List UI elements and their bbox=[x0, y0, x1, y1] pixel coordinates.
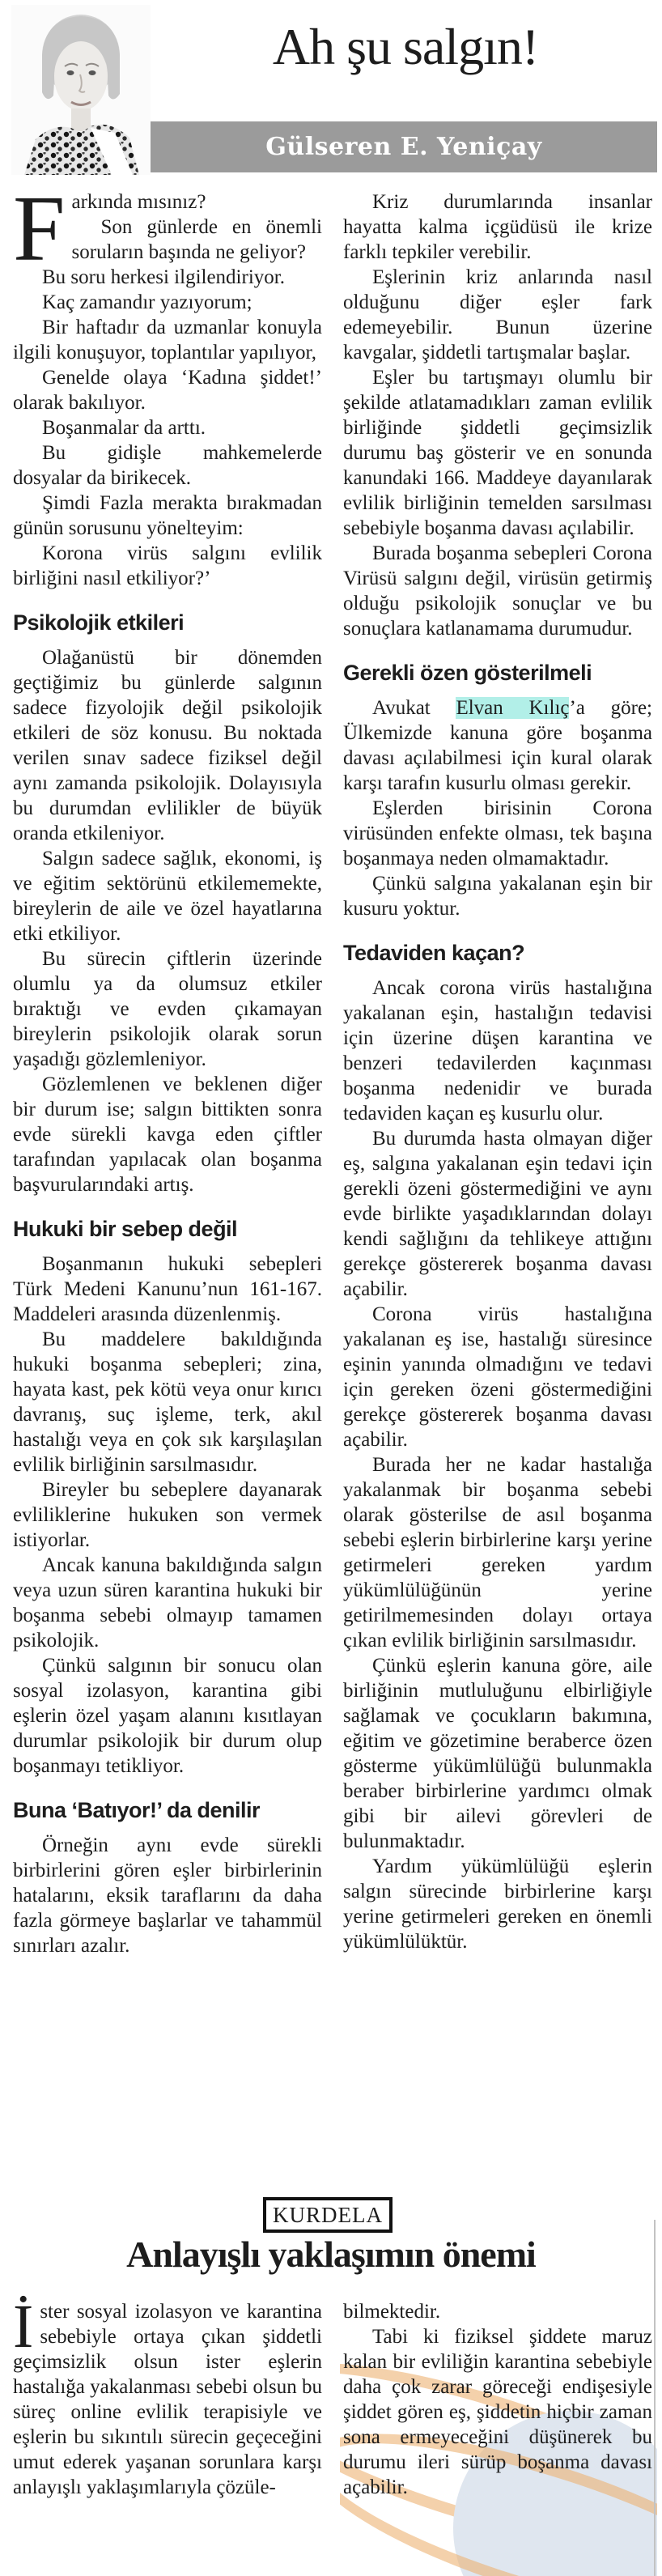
paragraph: Genelde olaya ‘Kadına şiddet!’ olarak bakılıyor. bbox=[13, 367, 322, 414]
paragraph: Şimdi Fazla merakta bırakmadan günün sorusunu yönelteyim: bbox=[13, 492, 322, 539]
paragraph: Ancak kanuna bakıldığında salgın veya uzun süren karantina hukuki bir boşanma sebebi olmayıp tamamen psikolojik. bbox=[13, 1554, 322, 1651]
drop-cap: F bbox=[13, 177, 66, 281]
paragraph: Bir haftadır da uzmanlar konuyla ilgili konuşuyor, toplantılar yapılıyor, bbox=[13, 317, 322, 363]
paragraph: Çünkü salgına yakalanan eşin bir kusuru yoktur. bbox=[343, 873, 652, 920]
author-portrait-illustration bbox=[11, 5, 151, 175]
subheading: Tedaviden kaçan? bbox=[343, 941, 525, 965]
paragraph: Eşlerinin kriz anlarında nasıl olduğunu diğer eşler fark edemeyebilir. Bunun üzerine kavgalar, şiddetli tartışmalar başlar. bbox=[343, 266, 652, 363]
paragraph: Burada her ne kadar hastalığa yakalanmak bir boşanma sebebi olarak gösterilse de asıl boşanma sebebi eşlerin birbirlerine karşı yerine getirmeleri gereken yardım yükümlülüğünün yerine getirilmemesinden dolayı ortaya çıkan evlilik birliğinin sarsılmasıdır. bbox=[343, 1454, 652, 1651]
paragraph: Ancak corona virüs hastalığına yakalanan eşin, hastalığın tedavisi için üzerine düşen karantina ve benzeri tedavilerden kaçınması boşanma nedenidir ve burada tedaviden kaçan eş kusurlu olur. bbox=[343, 977, 652, 1124]
subheading: Gerekli özen gösterilmeli bbox=[343, 661, 592, 685]
paragraph: Tabi ki fiziksel şiddete maruz kalan bir evliliğin karantina sebebiyle daha çok zarar göreceği endişesiyle şiddet gören eş, şiddetin hiçbir zaman sona ermeyeceğini düşünerek bu durumu ileri sürüp boşanma davası açabilir. bbox=[343, 2326, 652, 2498]
paragraph: Bu gidişle mahkemelerde dosyalar da birikecek. bbox=[13, 442, 322, 489]
paragraph: Salgın sadece sağlık, ekonomi, iş ve eğitim sektörünü etkilememekte, bireylerin de aile ve özel hayatlarına etki etkiliyor. bbox=[13, 848, 322, 945]
subheading: Buna ‘Batıyor!’ da denilir bbox=[13, 1798, 261, 1822]
paragraph: Boşanmanın hukuki sebepleri Türk Medeni Kanunu’nun 161-167. Maddeleri arasında düzenlenmiş. bbox=[13, 1253, 322, 1325]
paragraph: Gözlemlenen ve beklenen diğer bir durum ise; salgın bittikten sonra evde sürekli kavga eden çiftler tarafından yapılacak olan boşanma başvurularındaki artış. bbox=[13, 1073, 322, 1196]
paragraph: Çünkü eşlerin kanuna göre, aile birliğinin mutluluğunu elbirliğiyle sağlamak ve çocukların bakımına, eğitim ve gözetimine beraberce özen gösterme yükümlülüğü bulunmakla beraber birbirlerine yardımcı olmak gibi bir ailevi görevleri de bulunmaktadır. bbox=[343, 1655, 652, 1852]
paragraph: Burada boşanma sebepleri Corona Virüsü salgını değil, virüsün getirmiş olduğu psikolojik sonuçlar ve bu sonuçlara katlanamama durumudur. bbox=[343, 542, 652, 640]
highlighted-name: Elvan Kılıç bbox=[456, 697, 570, 719]
column-2 bbox=[343, 189, 652, 1954]
kicker-label: KURDELA bbox=[273, 2202, 383, 2227]
subheading: Psikolojik etkileri bbox=[13, 610, 185, 635]
paragraph: Farkında mısınız? bbox=[13, 177, 206, 281]
paragraph: Boşanmalar da arttı. bbox=[42, 417, 206, 439]
paragraph: Eşler bu tartışmayı olumlu bir şekilde atlatamadıkları zaman evlilik birliğinde şiddetli geçimsizlik durumu baş gösterir ve en sonunda kanundaki 166. Maddeye dayanılarak evlilik birliğinin temelden sarsılması sebebiyle boşanma davası açılabilir. bbox=[343, 367, 652, 539]
paragraph: Örneğin aynı evde sürekli birbirlerini gören eşler birbirlerinin hatalarını, eksik taraflarını da daha fazla görmeye başlarlar ve tahammül sınırları azalır. bbox=[13, 1834, 322, 1957]
drop-cap: İ bbox=[13, 2293, 34, 2361]
byline-bar bbox=[151, 121, 657, 172]
bottom-column-2 bbox=[343, 2299, 652, 2500]
paragraph: Yardım yükümlülüğü eşlerin salgın sürecinde birbirlerine karşı yerine getirmeleri gereken en önemli yükümlülüktür. bbox=[343, 1855, 652, 1953]
paragraph: Son günlerde en önemli soruların başında ne geliyor? bbox=[71, 216, 322, 263]
column-rule bbox=[654, 2220, 656, 2576]
kicker-box bbox=[263, 2197, 393, 2233]
author-photo bbox=[11, 5, 151, 175]
paragraph: Korona virüs salgını evlilik birliğini nasıl etkiliyor?’ bbox=[13, 542, 322, 589]
paragraph: Olağanüstü bir dönemden geçtiğimiz bu günlerde salgının sadece fizyolojik değil psikolojik etkileri de söz konusu. Bu noktada verilen sınav sadece fiziksel değil aynı zamanda psikolojik. Dolayısıyla bu durumdan evlilikler de büyük oranda etkileniyor. bbox=[13, 647, 322, 844]
paragraph: İster sosyal izolasyon ve karantina sebebiyle ortaya çıkan şiddetli geçimsizlik olsun ister eşlerin hastalığa yakalanması sebebi olsun bu süreç online evlilik terapisiyle ve eşlerin bu sıkıntılı sürecin geçeceğini umut ederek yaşanan sorunlara karşı anlayışlı yaklaşımlarıyla çözüle- bbox=[13, 2293, 322, 2498]
paragraph: Corona virüs hastalığına yakalanan eş ise, hastalığı süresince eşinin yanında olmadığını ve tedavi için gereken özeni göstermediğini gerekçe göstererek boşanma davası açabilir. bbox=[343, 1303, 652, 1451]
bottom-column-1 bbox=[13, 2293, 322, 2500]
subheading: Hukuki bir sebep değil bbox=[13, 1217, 238, 1241]
paragraph: Bireyler bu sebeplere dayanarak evliliklerine hukuken son vermek istiyorlar. bbox=[13, 1479, 322, 1551]
paragraph: Kriz durumlarında insanlar hayatta kalma içgüdüsü ile krize farklı tepkiler verebilir. bbox=[343, 191, 652, 263]
paragraph: Bu durumda hasta olmayan diğer eş, salgına yakalanan eşin tedavi için gerekli özeni göstermediğini ve aynı evde birlikte yaşadıklarından dolayı kendi sağlığını da tehlikeye attığını gerekçe göstererek boşanma davası açabilir. bbox=[343, 1128, 652, 1300]
bottom-article-title: Anlayışlı yaklaşımın önemi bbox=[126, 2234, 536, 2275]
paragraph: Bu sürecin çiftlerin üzerinde olumlu ya da olumsuz etkiler bıraktığı ve evden çıkamayan bireylerin psikolojik olarak sorun yaşadığı gözlemleniyor. bbox=[13, 948, 322, 1070]
paragraph: Eşlerden birisinin Corona virüsünden enfekte olması, tek başına boşanmaya neden olmamaktadır. bbox=[343, 797, 652, 869]
paragraph: Bu soru herkesi ilgilendiriyor. bbox=[42, 266, 285, 288]
paragraph: bilmektedir. bbox=[343, 2301, 441, 2323]
byline-author: Gülseren E. Yeniçay bbox=[265, 133, 542, 161]
paragraph: Kaç zamandır yazıyorum; bbox=[42, 291, 252, 313]
article-title: Ah şu salgın! bbox=[272, 18, 539, 75]
column-1 bbox=[13, 177, 322, 1958]
paragraph: Bu maddelere bakıldığında hukuki boşanma sebepleri; zina, hayata kast, pek kötü veya onur kırıcı davranış, suç işleme, terk, akıl hastalığı veya en çok sık karşılaşılan evlilik birliğinin sarsılmasıdır. bbox=[13, 1328, 322, 1476]
paragraph: Avukat Elvan Kılıç’a göre; Ülkemizde kanuna göre boşanma davası açılabilmesi için kural olarak karşı tarafın kusurlu olması gerekir. bbox=[343, 697, 652, 794]
paragraph: Çünkü salgının bir sonucu olan sosyal izolasyon, karantina gibi eşlerin özel yaşam alanını kısıtlayan durumlar psikolojik bir durum olup boşanmayı tetikliyor. bbox=[13, 1655, 322, 1777]
